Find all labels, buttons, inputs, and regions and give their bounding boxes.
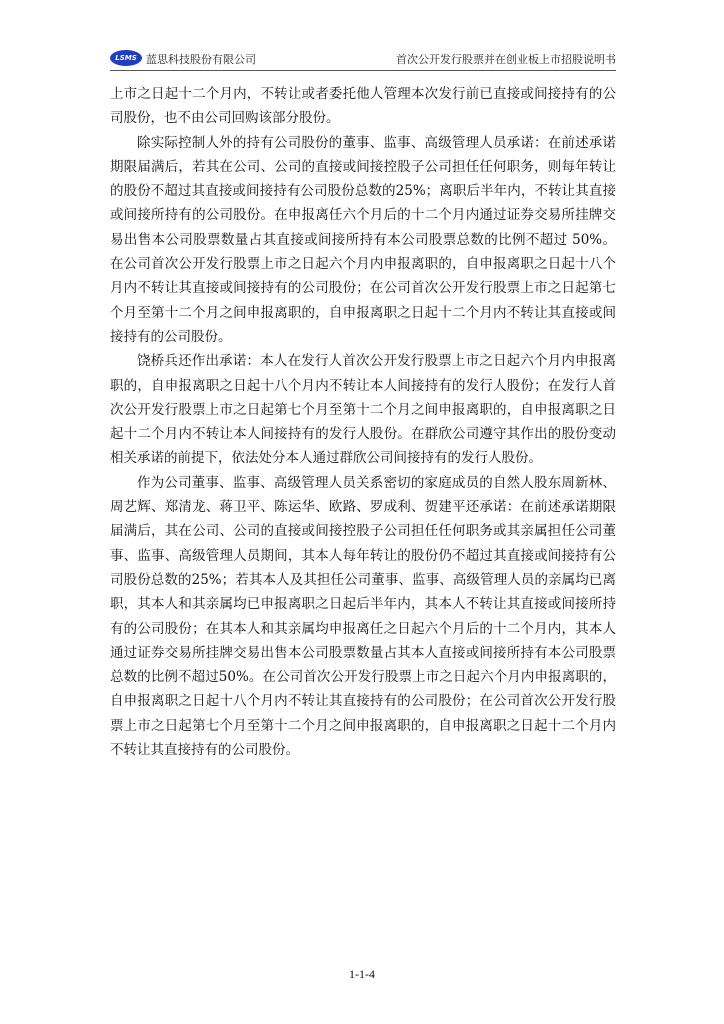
body-text: [110, 82, 616, 762]
paragraph-2: 除实际控制人外的持有公司股份的董事、监事、高级管理人员承诺：在前述承诺期限届满后，若其在公司、公司的直接或间接控股子公司担任任何职务，则每年转让的股份不超过其直接或间接持有公司股份总数的25%；离职后半年内，不转让其直接或间接所持有的公司股份。在申报离任六个月后的十二个月内通过证券交易所挂牌交易出售本公司股票数量占其直接或间接所持有本公司股票总数的比例不超过 50%。在公司首次公开发行股票上市之日起六个月内申报离职的，自申报离职之日起十八个月内不转让其直接或间接持有的公司股份；在公司首次公开发行股票上市之日起第七个月至第十二个月之间申报离职的，自申报离职之日起十二个月内不转让其直接或间接持有的公司股份。: [110, 134, 616, 345]
page-header: [110, 48, 616, 71]
company-name: 蓝思科技股份有限公司: [146, 53, 256, 66]
company-logo: LSMS: [110, 50, 142, 66]
page-number: 1-1-4: [349, 967, 375, 981]
document-title: 首次公开发行股票并在创业板上市招股说明书: [396, 53, 616, 66]
paragraph-4: 作为公司董事、监事、高级管理人员关系密切的家庭成员的自然人股东周新林、周艺辉、郑清龙、蒋卫平、陈运华、欧路、罗成利、贺建平还承诺：在前述承诺期限届满后，其在公司、公司的直接或间接控股子公司担任任何职务或其亲属担任公司董事、监事、高级管理人员期间，其本人每年转让的股份仍不超过其直接或间接持有公司股份总数的25%；若其本人及其担任公司董事、监事、高级管理人员的亲属均已离职，其本人和其亲属均已申报离职之日起后半年内，其本人不转让其直接或间接所持有的公司股份；在其本人和其亲属均申报离任之日起六个月后的十二个月内，其本人通过证券交易所挂牌交易出售本公司股票数量占其本人直接或间接所持有本公司股票总数的比例不超过50%。在公司首次公开发行股票上市之日起六个月内申报离职的，自申报离职之日起十八个月内不转让其直接持有的公司股份；在公司首次公开发行股票上市之日起第七个月至第十二个月之间申报离职的，自申报离职之日起十二个月内不转让其直接持有的公司股份。: [110, 474, 616, 759]
paragraph-3: 饶桥兵还作出承诺：本人在发行人首次公开发行股票上市之日起六个月内申报离职的，自申报离职之日起十八个月内不转让本人间接持有的发行人股份；在发行人首次公开发行股票上市之日起第七个月至第十二个月之间申报离职的，自申报离职之日起十二个月内不转让本人间接持有的发行人股份。在群欣公司遵守其作出的股份变动相关承诺的前提下，依法处分本人通过群欣公司间接持有的发行人股份。: [110, 353, 616, 467]
paragraph-1: 上市之日起十二个月内，不转让或者委托他人管理本次发行前已直接或间接持有的公司股份，也不由公司回购该部分股份。: [110, 86, 616, 127]
